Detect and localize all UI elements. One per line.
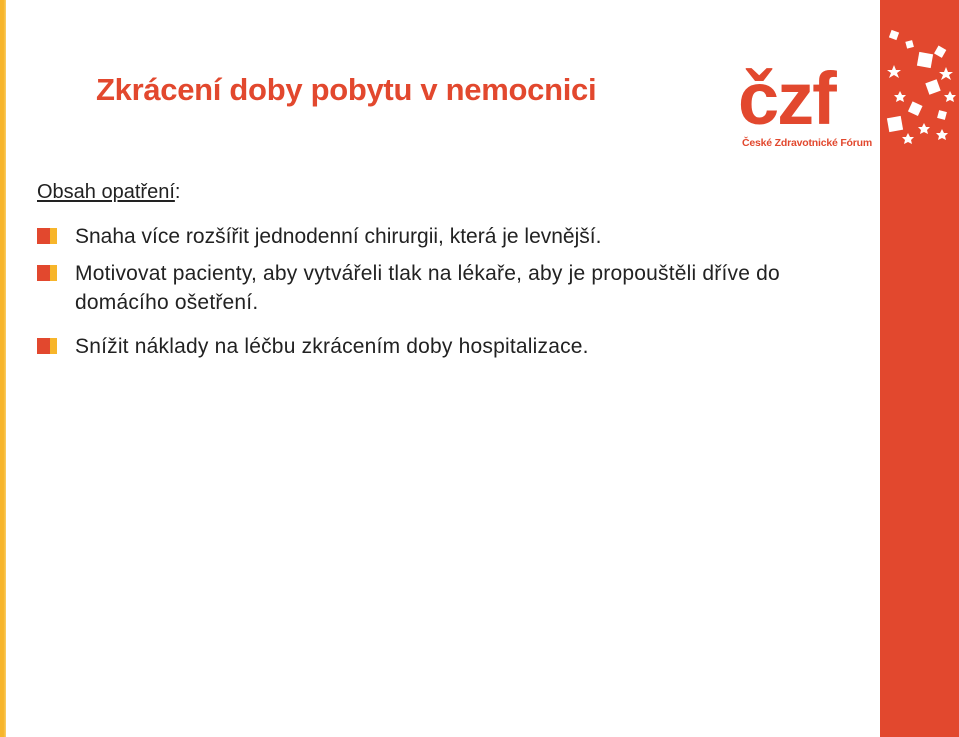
section-label-colon: : [174,181,181,203]
left-accent-stripe [0,0,6,737]
bullet-text: Snaha více rozšířit jednodenní chirurgii, která je levnější. [75,225,602,248]
czf-logo [738,57,880,152]
orange-square-bullet-icon [37,338,57,354]
logo-subtitle: České Zdravotnické Fórum [742,137,872,149]
bullet-text: Motivovat pacienty, aby vytvářeli tlak na lékaře, aby je propouštěli dříve do domácího ošetření. [75,262,780,314]
section-label [37,181,180,204]
logo-letters: čzf [738,57,835,140]
star-ring-icon [880,25,959,155]
orange-square-bullet-icon [37,265,57,281]
slide-title: Zkrácení doby pobytu v nemocnici [96,72,597,107]
bullet-text: Snížit náklady na léčbu zkrácením doby hospitalizace. [75,335,589,358]
section-label-text: Obsah opatření [37,181,175,203]
orange-square-bullet-icon [37,228,57,244]
